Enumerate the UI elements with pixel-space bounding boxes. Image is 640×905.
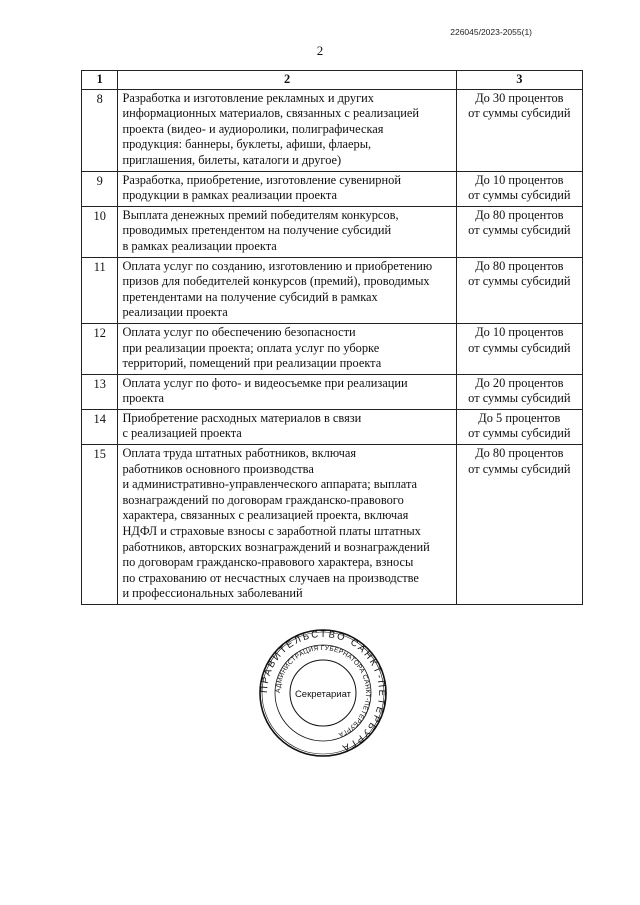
- table-header-row: [82, 71, 583, 90]
- expense-description: Разработка и изготовление рекламных и других информационных материалов, связанных с реализацией проекта (видео- и аудиоролики, полиграфическая продукция: баннеры, буклеты, афиши, флаеры, приглашения, билеты, каталоги и другое): [118, 89, 456, 171]
- column-header: 2: [118, 71, 456, 90]
- row-number: 8: [82, 89, 118, 171]
- subsidy-limit: До 30 процентов от суммы субсидий: [456, 89, 582, 171]
- table-row: [82, 206, 583, 257]
- row-number: 11: [82, 257, 118, 323]
- subsidy-limit: До 80 процентов от суммы субсидий: [456, 257, 582, 323]
- expense-description: Оплата услуг по созданию, изготовлению и приобретению призов для победителей конкурсов (премий), проводимых претендентами на получение субсидий в рамках реализации проекта: [118, 257, 456, 323]
- stamp-outer-text: ПРАВИТЕЛЬСТВО САНКТ-ПЕТЕРБУРГА: [258, 628, 388, 754]
- column-header: 3: [456, 71, 582, 90]
- table-row: [82, 445, 583, 605]
- expense-description: Оплата труда штатных работников, включая работников основного производства и административно-управленческого аппарата; выплата вознаграждений по договорам гражданско-правового характера, связанных с реализацией проекта, включая НДФЛ и страховые взносы с заработной платы штатных работников, авторских вознаграждений и вознаграждений по договорам гражданско-правового характера, взносы по страхованию от несчастных случаев на производстве и профессиональных заболеваний: [118, 445, 456, 605]
- row-number: 15: [82, 445, 118, 605]
- table-row: [82, 257, 583, 323]
- subsidy-limit: До 10 процентов от суммы субсидий: [456, 323, 582, 374]
- expense-description: Оплата услуг по фото- и видеосъемке при реализации проекта: [118, 374, 456, 409]
- expense-description: Оплата услуг по обеспечению безопасности при реализации проекта; оплата услуг по уборке территорий, помещений при реализации проекта: [118, 323, 456, 374]
- row-number: 13: [82, 374, 118, 409]
- row-number: 14: [82, 409, 118, 444]
- column-header: 1: [82, 71, 118, 90]
- row-number: 10: [82, 206, 118, 257]
- subsidy-limit: До 5 процентов от суммы субсидий: [456, 409, 582, 444]
- expenses-table: [81, 70, 583, 605]
- page-number: 2: [316, 43, 324, 58]
- row-number: 9: [82, 171, 118, 206]
- expense-description: Разработка, приобретение, изготовление сувенирной продукции в рамках реализации проекта: [118, 171, 456, 206]
- expense-description: Приобретение расходных материалов в связи с реализацией проекта: [118, 409, 456, 444]
- subsidy-limit: До 80 процентов от суммы субсидий: [456, 445, 582, 605]
- subsidy-limit: До 80 процентов от суммы субсидий: [456, 206, 582, 257]
- official-stamp: [258, 628, 388, 758]
- document-number: 226045/2023-2055(1): [450, 27, 532, 37]
- subsidy-limit: До 10 процентов от суммы субсидий: [456, 171, 582, 206]
- table-row: [82, 323, 583, 374]
- row-number: 12: [82, 323, 118, 374]
- table-row: [82, 171, 583, 206]
- table-row: [82, 374, 583, 409]
- stamp-inner-text: АДМИНИСТРАЦИЯ ГУБЕРНАТОРА САНКТ-ПЕТЕРБУРГА: [274, 644, 372, 738]
- subsidy-limit: До 20 процентов от суммы субсидий: [456, 374, 582, 409]
- expense-description: Выплата денежных премий победителям конкурсов, проводимых претендентом на получение субсидий в рамках реализации проекта: [118, 206, 456, 257]
- table-row: [82, 409, 583, 444]
- table-row: [82, 89, 583, 171]
- stamp-center-text: Секретариат: [294, 689, 352, 700]
